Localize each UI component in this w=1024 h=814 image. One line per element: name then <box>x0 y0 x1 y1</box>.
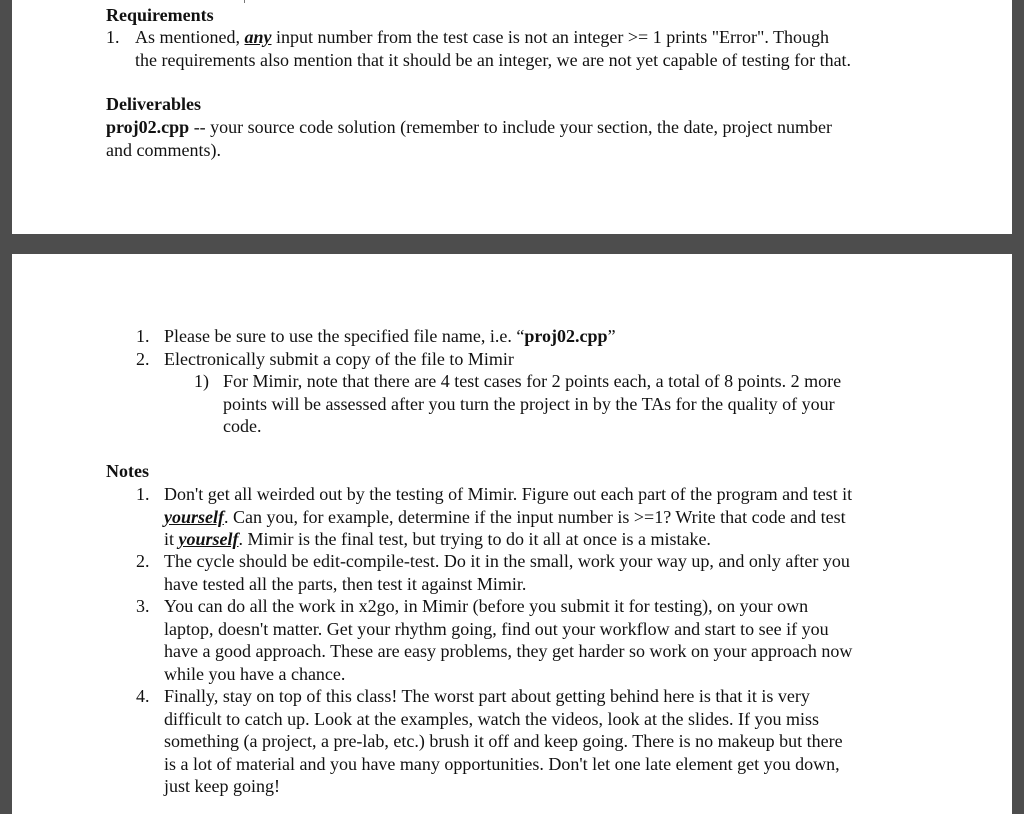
notes-heading: Notes <box>106 461 149 481</box>
text-line: difficult to catch up. Look at the examples, watch the videos, look at the slides. If you miss <box>164 708 820 729</box>
deliverables-heading: Deliverables <box>106 94 201 114</box>
requirement-line-1 <box>135 26 851 49</box>
list-item-text: Electronically submit a copy of the file to Mimir <box>164 349 514 369</box>
document-page-1 <box>12 0 1012 234</box>
note-item <box>136 685 1006 799</box>
text-run: input number from the test case is not an integer >= 1 prints "Error". Though <box>271 27 830 47</box>
list-number: 4. <box>136 686 150 706</box>
text-line: just keep going! <box>164 776 280 796</box>
page-edge-artifact <box>244 0 245 3</box>
text-line: Finally, stay on top of this class! The worst part about getting behind here is that it is very <box>164 686 810 706</box>
list-number: 1. <box>136 326 150 346</box>
list-item-text <box>223 370 841 438</box>
filename: proj02.cpp <box>524 326 608 346</box>
text-line <box>164 506 852 529</box>
note-item <box>136 550 1006 596</box>
list-number: 2. <box>136 551 150 571</box>
text-run: ” <box>607 326 616 346</box>
list-number: 1. <box>106 27 120 47</box>
requirement-text <box>135 26 851 71</box>
requirement-item <box>106 26 1006 72</box>
text-run: As mentioned, <box>135 27 245 47</box>
list-number: 3. <box>136 596 150 616</box>
text-line: while you have a chance. <box>164 663 346 684</box>
list-number: 1. <box>136 484 150 504</box>
text-line: Don't get all weirded out by the testing of Mimir. Figure out each part of the program and test it <box>164 484 853 504</box>
note-item <box>136 483 1006 551</box>
text-line: have a good approach. These are easy problems, they get harder so work on your approach now <box>164 641 853 661</box>
text-run: . Can you, for example, determine if the input number is >=1? Write that code and test <box>224 506 846 527</box>
list-item <box>136 348 936 371</box>
text-run: it <box>164 529 179 549</box>
text-line: For Mimir, note that there are 4 test cases for 2 points each, a total of 8 points. 2 more <box>223 371 842 391</box>
text-line: points will be assessed after you turn the project in by the TAs for the quality of your <box>223 393 835 414</box>
emphasis-yourself: yourself <box>178 529 239 549</box>
text-line: You can do all the work in x2go, in Mimir (before you submit it for testing), on your own <box>164 596 809 616</box>
text-line: something (a project, a pre-lab, etc.) brush it off and keep going. There is no makeup but there <box>164 731 843 751</box>
list-number: 2. <box>136 349 150 369</box>
requirement-line-2: the requirements also mention that it should be an integer, we are not yet capable of testing for that. <box>135 49 852 70</box>
deliverable-line-1 <box>106 116 832 139</box>
text-run: -- your source code solution (remember to include your section, the date, project number <box>189 117 832 137</box>
text-line: The cycle should be edit-compile-test. Do it in the small, work your way up, and only after you <box>164 551 850 571</box>
text-run: Please be sure to use the specified file name, i.e. “ <box>164 326 525 346</box>
text-line: code. <box>223 416 262 436</box>
deliverable-filename: proj02.cpp <box>106 117 190 137</box>
requirements-heading: Requirements <box>106 5 214 25</box>
note-text <box>164 550 850 595</box>
text-line <box>164 528 852 551</box>
emphasis-yourself: yourself <box>164 506 224 527</box>
text-run: . Mimir is the final test, but trying to do it all at once is a mistake. <box>238 529 711 549</box>
note-text <box>164 595 852 685</box>
list-item <box>136 325 936 348</box>
list-item-text <box>164 325 616 348</box>
sub-list-item <box>194 370 914 438</box>
deliverable-line-2: and comments). <box>106 139 221 160</box>
emphasis-any: any <box>244 27 272 47</box>
note-text <box>164 483 852 551</box>
list-number: 1) <box>194 371 209 391</box>
note-item <box>136 595 1006 686</box>
text-line: is a lot of material and you have many opportunities. Don't let one late element get you down, <box>164 753 840 774</box>
text-line: have tested all the parts, then test it against Mimir. <box>164 573 527 594</box>
note-text <box>164 685 843 798</box>
document-page-2 <box>12 254 1012 814</box>
text-line: laptop, doesn't matter. Get your rhythm going, find out your workflow and start to see if you <box>164 618 829 639</box>
deliverable-description <box>106 116 832 161</box>
